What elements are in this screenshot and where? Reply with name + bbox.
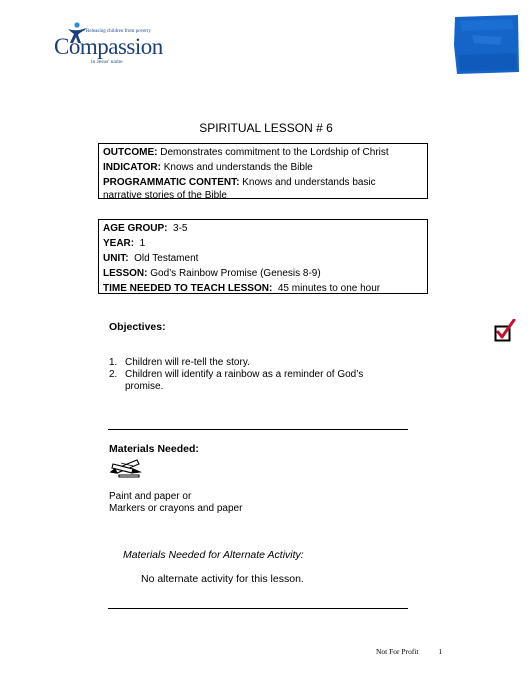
footer-label: Not For Profit: [376, 647, 419, 656]
indicator-value: Knows and understands the Bible: [160, 162, 313, 173]
programmatic-content-label: PROGRAMMATIC CONTENT:: [103, 177, 240, 188]
outcome-label: OUTCOME:: [103, 147, 158, 158]
objective-text: Children will identify a rainbow as a reminder of God’s: [125, 369, 364, 380]
time-needed-line: [103, 281, 423, 296]
logo-tagline: Releasing children from poverty: [86, 29, 151, 34]
lesson-label: LESSON:: [103, 268, 148, 279]
materials-line: Paint and paper or: [109, 491, 192, 502]
objective-text-continued: promise.: [125, 381, 164, 392]
year-line: [103, 236, 423, 251]
year-label: YEAR:: [103, 238, 135, 249]
logo-subtitle: in Jesus' name: [91, 59, 123, 65]
materials-heading: Materials Needed:: [109, 443, 199, 455]
objectives-heading: Objectives:: [109, 321, 166, 333]
age-group-label: AGE GROUP:: [103, 223, 168, 234]
alternate-materials-text: No alternate activity for this lesson.: [141, 573, 304, 585]
blue-paint-decoration: [452, 15, 520, 74]
time-needed-label: TIME NEEDED TO TEACH LESSON:: [103, 283, 273, 294]
objectives-list: [109, 357, 409, 393]
lesson-title: SPIRITUAL LESSON # 6: [199, 121, 333, 135]
age-group-value: 3-5: [167, 223, 188, 234]
checkbox-icon: [494, 319, 516, 343]
programmatic-content-line: [103, 175, 423, 190]
compassion-logo: [52, 22, 167, 66]
unit-label: UNIT:: [103, 253, 129, 264]
indicator-line: [103, 160, 423, 175]
outcome-box: [98, 143, 428, 199]
page-number: 1: [438, 647, 443, 656]
time-needed-value: 45 minutes to one hour: [272, 283, 381, 294]
unit-line: [103, 251, 423, 266]
unit-value: Old Testament: [128, 253, 199, 264]
programmatic-content-value: Knows and understands basic: [239, 177, 376, 188]
programmatic-content-line-2: narrative stories of the Bible: [103, 190, 227, 201]
alternate-materials-heading: Materials Needed for Alternate Activity:: [123, 549, 304, 561]
logo-wordmark: Compassion: [54, 34, 163, 59]
page-footer: [376, 647, 442, 656]
indicator-label: INDICATOR:: [103, 162, 161, 173]
objective-text: Children will re-tell the story.: [125, 357, 250, 368]
outcome-value: Demonstrates commitment to the Lordship of Christ: [157, 147, 389, 158]
section-divider: [108, 608, 408, 609]
section-divider: [108, 429, 408, 430]
objective-number: 1.: [109, 357, 118, 368]
objective-item: [109, 357, 409, 369]
objective-number: 2.: [109, 369, 118, 380]
year-value: 1: [134, 238, 146, 249]
materials-list: [109, 491, 242, 515]
materials-line: Markers or crayons and paper: [109, 503, 243, 514]
outcome-line: [103, 145, 423, 160]
crayons-icon: [109, 456, 143, 478]
lesson-value: God’s Rainbow Promise (Genesis 8-9): [147, 268, 321, 279]
lesson-info-box: [98, 219, 428, 294]
objective-item: [109, 369, 409, 393]
age-group-line: [103, 221, 423, 236]
lesson-line: [103, 266, 423, 281]
